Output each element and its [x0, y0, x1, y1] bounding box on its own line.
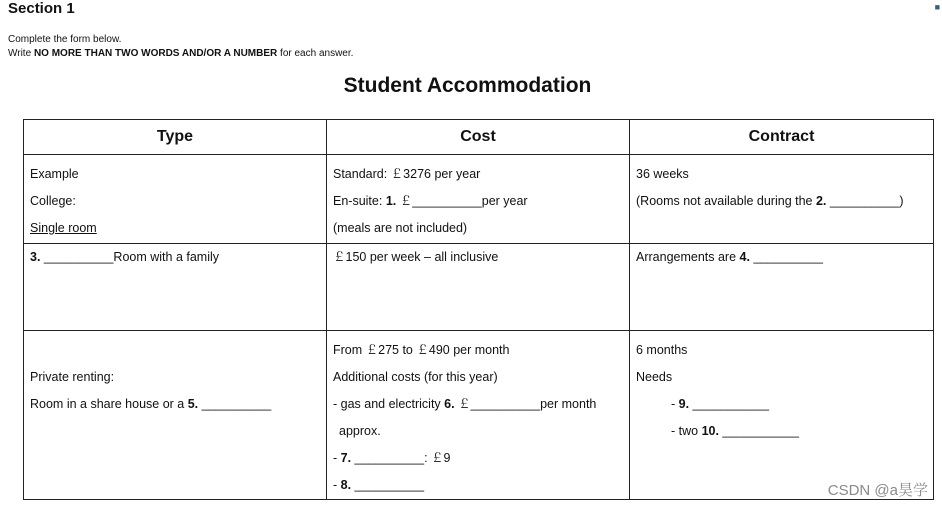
- arrangements-prefix: Arrangements are: [636, 250, 740, 264]
- cell-cost-private: [327, 331, 630, 500]
- rooms-note-prefix: (Rooms not available during the: [636, 194, 816, 208]
- question-10-number: 10.: [701, 424, 719, 438]
- question-9-line: [636, 391, 927, 418]
- question-3-blank: __________Room with a family: [40, 250, 220, 264]
- approx-label: approx.: [339, 424, 381, 438]
- header-type: Type: [24, 120, 327, 155]
- table-row-private: [24, 331, 934, 500]
- question-7-line: [333, 445, 623, 472]
- college-label: College:: [30, 194, 76, 208]
- additional-costs-label: Additional costs (for this year): [333, 370, 498, 384]
- cell-cost-family: [327, 244, 630, 331]
- q9-prefix: -: [671, 397, 679, 411]
- instruction-prefix: Write: [8, 48, 34, 59]
- question-6-number: 6.: [444, 397, 455, 411]
- question-4-number: 4.: [739, 250, 750, 264]
- share-house-prefix: Room in a share house or a: [30, 397, 188, 411]
- share-house-line: [30, 391, 320, 418]
- gas-electricity-line: [333, 391, 623, 418]
- standard-cost: Standard: ￡3276 per year: [333, 167, 481, 181]
- question-7-blank: __________: ￡9: [351, 451, 451, 465]
- ensuite-cost: [333, 188, 623, 215]
- example-label: Example: [30, 167, 79, 181]
- private-renting-label: Private renting:: [30, 370, 115, 384]
- instruction-bold: NO MORE THAN TWO WORDS AND/OR A NUMBER: [33, 48, 278, 59]
- question-3-number: 3.: [30, 250, 41, 264]
- question-10-blank: ___________: [718, 424, 799, 438]
- needs-label: Needs: [636, 370, 673, 384]
- document-title: Student Accommodation: [343, 74, 592, 97]
- question-1-number: 1.: [385, 194, 397, 208]
- arrangements-line: [636, 244, 927, 271]
- question-8-line: [333, 472, 623, 499]
- ensuite-prefix: En-suite:: [333, 194, 386, 208]
- private-cost-range: From ￡275 to ￡490 per month: [333, 343, 510, 357]
- question-8-blank: __________: [351, 478, 425, 492]
- family-room-line: [30, 244, 320, 271]
- question-10-line: [636, 418, 927, 445]
- question-6-blank: ￡__________per month: [454, 397, 597, 411]
- table-row-college: [24, 155, 934, 244]
- instruction-line-1: Complete the form below.: [8, 34, 122, 45]
- question-2-blank: __________): [826, 194, 904, 208]
- cell-contract-family: [630, 244, 934, 331]
- college-duration: 36 weeks: [636, 167, 689, 181]
- question-7-number: 7.: [340, 451, 352, 465]
- cell-cost-college: [327, 155, 630, 244]
- accommodation-form-table: [23, 119, 934, 500]
- table-row-family: [24, 244, 934, 331]
- cell-contract-college: [630, 155, 934, 244]
- question-5-number: 5.: [187, 397, 199, 411]
- question-5-blank: __________: [198, 397, 272, 411]
- csdn-watermark: CSDN @a昊学: [827, 482, 928, 499]
- header-cost: Cost: [327, 120, 630, 155]
- cell-type-private: [24, 331, 327, 500]
- corner-icon: ■: [934, 2, 940, 12]
- q8-prefix: -: [333, 478, 341, 492]
- q7-prefix: -: [333, 451, 341, 465]
- family-cost: ￡150 per week – all inclusive: [333, 250, 499, 264]
- cell-type-college: [24, 155, 327, 244]
- question-8-number: 8.: [340, 478, 352, 492]
- q10-prefix: - two: [671, 424, 702, 438]
- header-contract: Contract: [630, 120, 934, 155]
- instruction-suffix: for each answer.: [277, 48, 354, 59]
- instruction-line-2: [8, 48, 353, 59]
- meals-note: (meals are not included): [333, 221, 468, 235]
- gas-prefix: - gas and electricity: [333, 397, 445, 411]
- section-title: Section 1: [8, 0, 75, 17]
- private-duration: 6 months: [636, 343, 688, 357]
- question-9-blank: ___________: [689, 397, 770, 411]
- cell-contract-private: [630, 331, 934, 500]
- question-9-number: 9.: [678, 397, 690, 411]
- rooms-note: [636, 188, 927, 215]
- cell-type-family: [24, 244, 327, 331]
- question-1-blank: ￡__________per year: [396, 194, 528, 208]
- single-room-label: Single room: [30, 221, 97, 235]
- question-2-number: 2.: [815, 194, 827, 208]
- question-4-blank: __________: [749, 250, 823, 264]
